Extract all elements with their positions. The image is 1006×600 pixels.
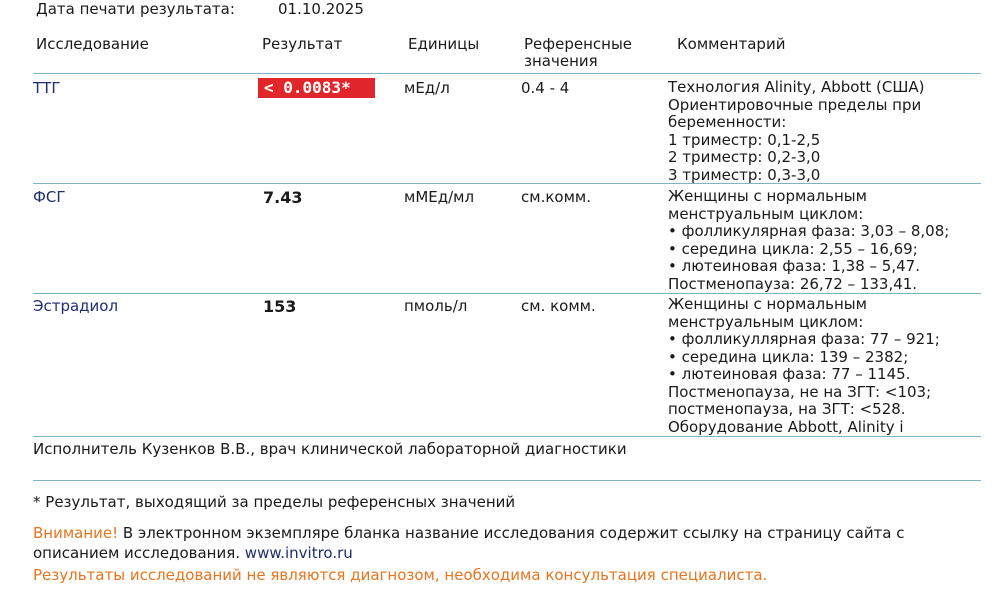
study-link-estradiol[interactable]: Эстрадиол xyxy=(33,297,119,315)
reference-tsh: 0.4 - 4 xyxy=(521,79,570,97)
units-fsh: мМЕд/мл xyxy=(404,188,475,206)
header-separator xyxy=(33,73,981,74)
comment-line: Постменопауза, не на ЗГТ: <103; xyxy=(668,382,932,401)
study-link-fsh[interactable]: ФСГ xyxy=(33,188,66,206)
result-out-of-range-flag xyxy=(258,78,375,98)
disclaimer: Результаты исследований не являются диагнозом, необходима консультация специалиста. xyxy=(33,566,768,584)
comment-line: 1 триместр: 0,1-2,5 xyxy=(668,130,821,149)
comment-line: • фолликуллярная фаза: 77 – 921; xyxy=(668,330,940,348)
print-date-label: Дата печати результата: xyxy=(36,0,235,18)
comment-line: Технология Alinity, Abbott (США) xyxy=(668,78,925,96)
comment-line: менструальным циклом: xyxy=(668,312,864,331)
comment-line: Женщины с нормальным xyxy=(668,187,867,205)
comment-line: • лютеиновая фаза: 1,38 – 5,47. xyxy=(668,257,920,275)
reference-fsh: см.комм. xyxy=(521,188,591,206)
comment-line: Постменопауза: 26,72 – 133,41. xyxy=(668,274,918,293)
executor-signature: Исполнитель Кузенков В.В., врач клинической лабораторной диагностики xyxy=(33,440,627,458)
result-value-tsh: < 0.0083* xyxy=(264,78,351,97)
comment-line: • фолликулярная фаза: 3,03 – 8,08; xyxy=(668,222,950,240)
column-header-reference xyxy=(524,36,632,70)
comment-fsh xyxy=(668,188,949,293)
comment-line: Женщины с нормальным xyxy=(668,295,867,313)
comment-line: 2 триместр: 0,2-3,0 xyxy=(668,148,821,166)
study-link-tsh[interactable]: ТТГ xyxy=(33,79,61,97)
comment-line: беременности: xyxy=(668,113,787,131)
attention-text: В электронном экземпляре бланка название исследования содержит ссылку на страницу сайта с описанием исследования. xyxy=(33,524,905,562)
print-date-value: 01.10.2025 xyxy=(278,0,364,18)
attention-label: Внимание! xyxy=(33,524,119,542)
comment-estradiol xyxy=(668,296,940,436)
column-header-reference-line1: Референсные xyxy=(524,35,633,53)
result-value-estradiol: 153 xyxy=(263,297,297,316)
comment-line: Оборудование Abbott, Alinity i xyxy=(668,417,904,436)
footnote: * Результат, выходящий за пределы референсных значений xyxy=(33,493,516,511)
row-separator xyxy=(33,183,981,184)
comment-line: менструальным циклом: xyxy=(668,204,864,223)
comment-line: • лютеиновая фаза: 77 – 1145. xyxy=(668,365,911,383)
comment-line: • середина цикла: 139 – 2382; xyxy=(668,347,909,366)
table-bottom-separator xyxy=(33,436,981,437)
column-header-comment: Комментарий xyxy=(677,35,786,53)
comment-line: • середина цикла: 2,55 – 16,69; xyxy=(668,239,918,258)
column-header-units: Единицы xyxy=(408,35,480,53)
reference-estradiol: см. комм. xyxy=(521,297,596,315)
row-separator xyxy=(33,293,981,294)
column-header-result: Результат xyxy=(262,35,343,53)
comment-line: Ориентировочные пределы при xyxy=(668,95,922,114)
units-tsh: мЕд/л xyxy=(404,79,450,97)
invitro-link[interactable]: www.invitro.ru xyxy=(244,544,353,562)
comment-line: постменопауза, на ЗГТ: <528. xyxy=(668,400,906,418)
comment-line: 3 триместр: 0,3-3,0 xyxy=(668,165,821,184)
units-estradiol: пмоль/л xyxy=(404,297,468,315)
column-header-reference-line2: значения xyxy=(524,52,598,70)
comment-tsh xyxy=(668,79,925,184)
column-header-study: Исследование xyxy=(36,35,149,53)
attention-notice xyxy=(33,523,983,563)
footer-separator xyxy=(33,480,981,481)
result-value-fsh: 7.43 xyxy=(263,188,303,207)
